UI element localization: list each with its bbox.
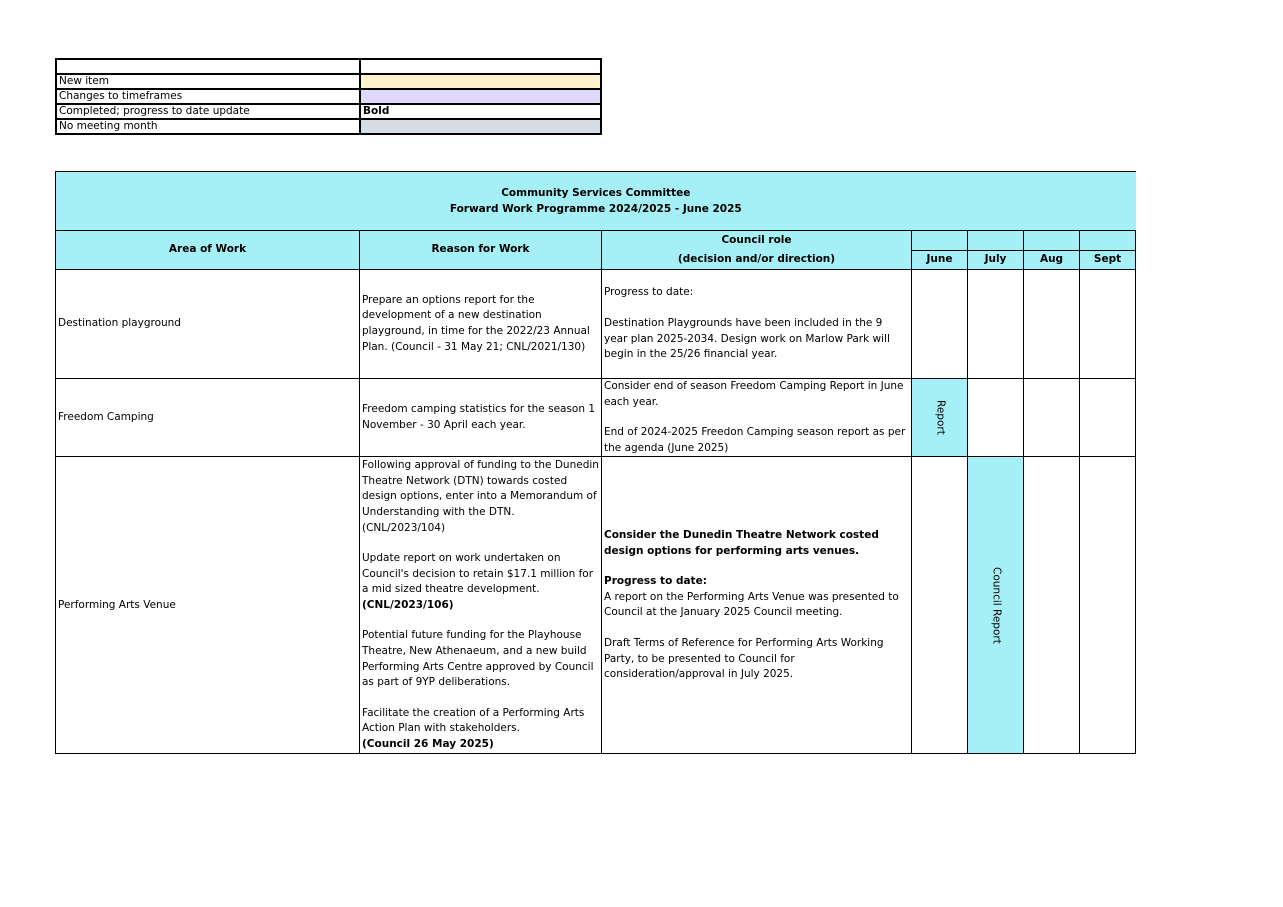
month-cell-sept [1080, 379, 1136, 457]
reason-text-part: Update report on work undertaken on Council's decision to retain $17.1 million for a mid sized theatre development. [362, 552, 594, 596]
legend-label: Changes to timeframes [56, 89, 360, 104]
reason-ref: (CNL/2023/106) [362, 598, 454, 611]
month-cell-aug [1024, 270, 1080, 379]
area-cell: Destination playground [56, 270, 360, 379]
legend-label: New item [56, 74, 360, 89]
role-text: Consider end of season Freedom Camping Report in June each year. [604, 380, 904, 408]
month-cell-june-report [912, 379, 968, 457]
title-line-2: Forward Work Programme 2024/2025 - June 2025 [449, 203, 742, 215]
role-text: End of 2024-2025 Freedon Camping season report as per the agenda (June 2025) [604, 426, 906, 454]
header-month-spacer [1080, 231, 1136, 251]
work-programme-table [55, 171, 1136, 754]
month-cell-sept [1080, 457, 1136, 754]
table-row [56, 379, 1136, 457]
role-text: Draft Terms of Reference for Performing Arts Working Party, to be presented to Council for consideration/approval in July 2025. [604, 636, 884, 681]
header-role-line-2: (decision and/or direction) [677, 253, 836, 265]
reason-text [362, 551, 599, 613]
header-month-june: June [912, 251, 968, 270]
legend-row [56, 89, 601, 104]
legend-row [56, 119, 601, 134]
legend-table [55, 58, 602, 135]
reason-text: Potential future funding for the Playhouse Theatre, New Athenaeum, and a new build Performing Arts Centre approved by Council as part of 9YP deliberations. [362, 629, 594, 689]
legend-row [56, 74, 601, 89]
area-cell: Freedom Camping [56, 379, 360, 457]
legend-label: Completed; progress to date update [56, 104, 360, 119]
month-cell-june [912, 270, 968, 379]
reason-cell: Prepare an options report for the development of a new destination playground, in time for the 2022/23 Annual Plan. (Council - 31 May 21; CNL/2021/130) [360, 270, 602, 379]
legend-label [56, 59, 360, 74]
table-row [56, 270, 1136, 379]
legend-swatch-no-meeting [360, 119, 601, 134]
reason-text: Facilitate the creation of a Performing Arts Action Plan with stakeholders. [362, 706, 585, 735]
reason-cell: Freedom camping statistics for the season 1 November - 30 April each year. [360, 379, 602, 457]
title-line-1: Community Services Committee [501, 187, 691, 200]
role-cell [602, 379, 912, 457]
header-role [602, 231, 912, 270]
legend-swatch-bold: Bold [360, 104, 601, 119]
role-cell [602, 270, 912, 379]
table-row [56, 457, 1136, 754]
legend-swatch [360, 59, 601, 74]
header-month-spacer [1024, 231, 1080, 251]
reason-cell [360, 457, 602, 754]
legend-row [56, 104, 601, 119]
header-role-line-1: Council role [721, 234, 792, 246]
council-report-marker: Council Report [990, 566, 1003, 644]
role-progress-label: Progress to date: [604, 286, 694, 299]
month-cell-july [968, 379, 1024, 457]
role-cell [602, 457, 912, 754]
area-cell: Performing Arts Venue [56, 457, 360, 754]
header-month-sept: Sept [1080, 251, 1136, 270]
header-month-july: July [968, 251, 1024, 270]
legend-swatch-timeframes [360, 89, 601, 104]
reason-ref: (Council 26 May 2025) [362, 738, 494, 751]
header-month-spacer [912, 231, 968, 251]
role-progress-text: Destination Playgrounds have been included in the 9 year plan 2025-2034. Design work on Marlow Park will begin in the 25/26 financial year. [604, 316, 890, 361]
role-bold-text: Consider the Dunedin Theatre Network costed design options for performing arts venues. [604, 529, 879, 557]
month-cell-july-report [968, 457, 1024, 754]
role-progress-label: Progress to date: [604, 575, 707, 588]
month-cell-june [912, 457, 968, 754]
legend-row [56, 59, 601, 74]
header-month-aug: Aug [1024, 251, 1080, 270]
header-area: Area of Work [56, 231, 360, 270]
month-cell-sept [1080, 270, 1136, 379]
header-reason: Reason for Work [360, 231, 602, 270]
month-cell-aug [1024, 457, 1080, 754]
reason-text: Following approval of funding to the Dunedin Theatre Network (DTN) towards costed design options, enter into a Memorandum of Understanding with the DTN. (CNL/2023/104) [362, 459, 599, 534]
role-text: A report on the Performing Arts Venue was presented to Council at the January 2025 Council meeting. [604, 590, 899, 619]
legend-label: No meeting month [56, 119, 360, 134]
month-cell-july [968, 270, 1024, 379]
header-month-spacer [968, 231, 1024, 251]
report-marker: Report [934, 400, 947, 436]
page-title [56, 172, 1136, 231]
legend-swatch-new-item [360, 74, 601, 89]
month-cell-aug [1024, 379, 1080, 457]
